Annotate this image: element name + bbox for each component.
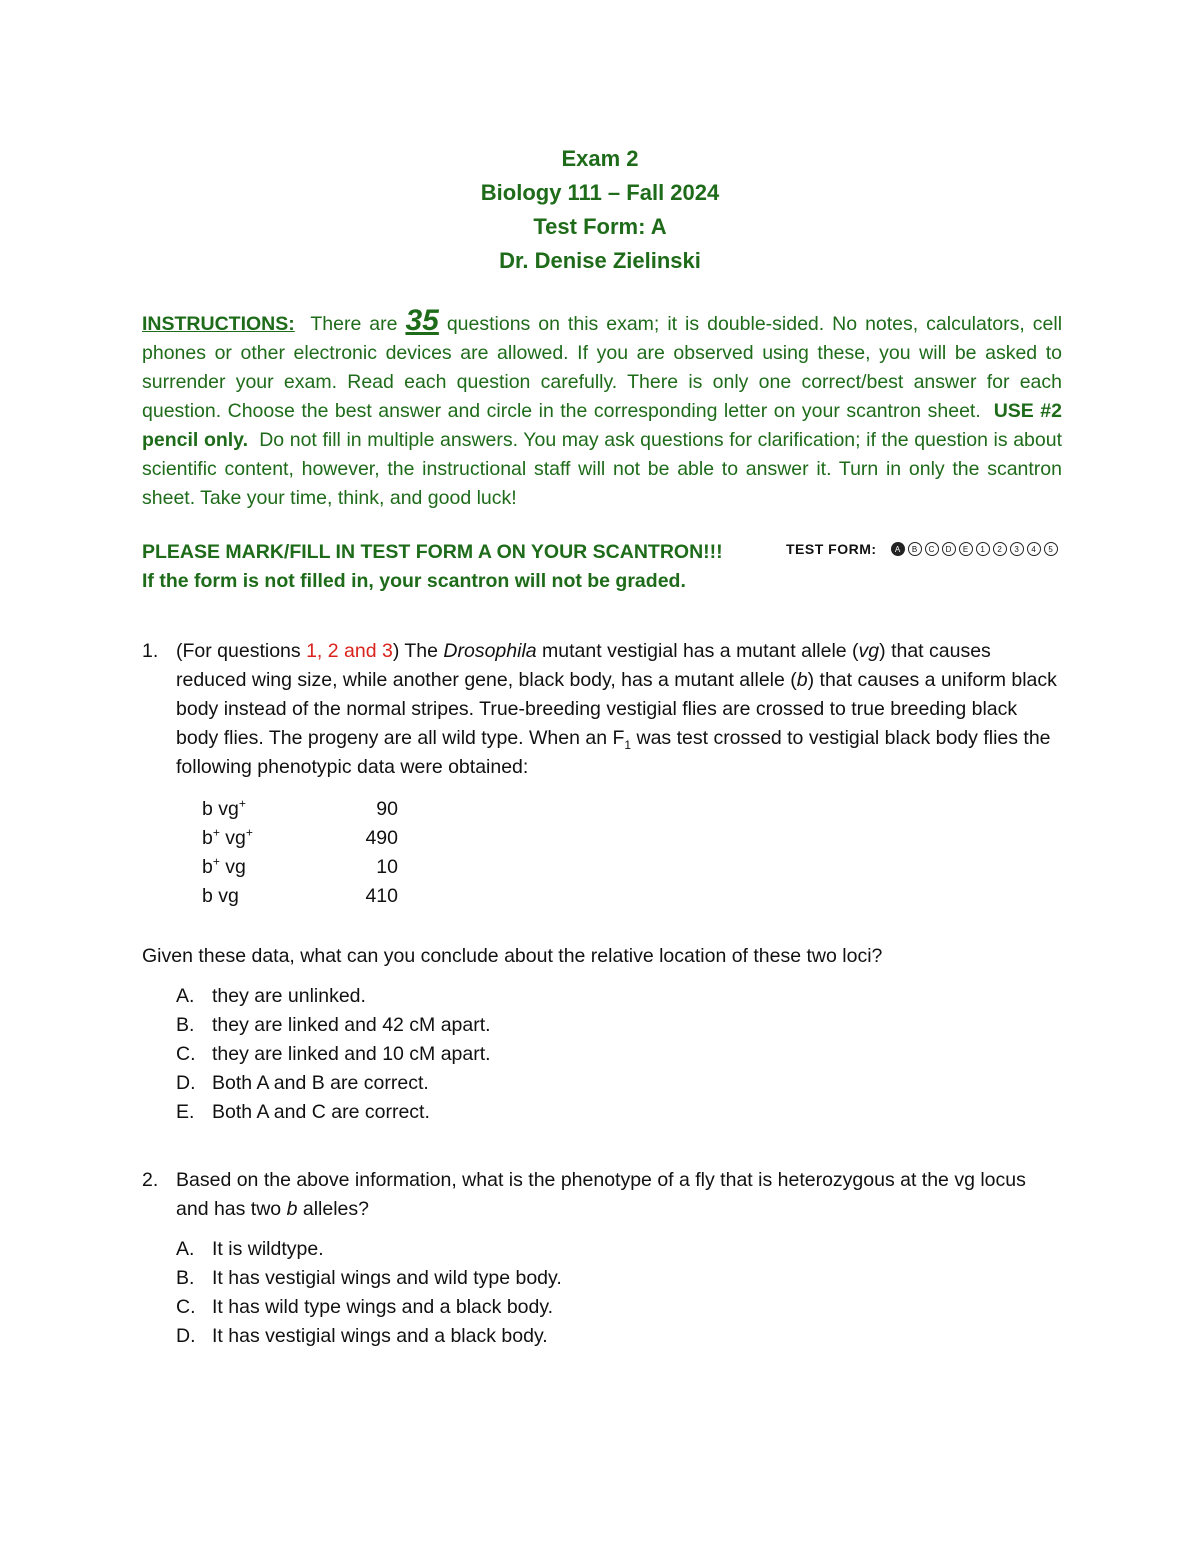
answer-option bbox=[176, 1098, 491, 1127]
test-form-title: Test Form: A bbox=[533, 214, 667, 239]
organism-name: Drosophila bbox=[443, 640, 537, 662]
instructions-label: INSTRUCTIONS: bbox=[142, 313, 295, 335]
table-row bbox=[202, 882, 398, 911]
answer-option bbox=[176, 1322, 562, 1351]
genotype: b vg bbox=[202, 885, 239, 907]
bubble-5: 5 bbox=[1044, 542, 1058, 556]
option-letter: B. bbox=[176, 1014, 195, 1036]
q1-intro-open: (For questions bbox=[176, 640, 301, 662]
option-letter: A. bbox=[176, 985, 195, 1007]
option-letter: D. bbox=[176, 1072, 196, 1094]
question-text bbox=[176, 1166, 1062, 1224]
test-form-label: TEST FORM: bbox=[786, 541, 877, 557]
question-1 bbox=[142, 637, 1062, 782]
option-text: Both A and B are correct. bbox=[212, 1072, 429, 1094]
scantron-notice bbox=[142, 538, 782, 596]
instructor-name: Dr. Denise Zielinski bbox=[499, 248, 701, 273]
exam-title: Exam 2 bbox=[561, 146, 639, 171]
q1-options bbox=[176, 982, 491, 1127]
option-text: they are unlinked. bbox=[212, 985, 366, 1007]
genotype: b vg+ bbox=[202, 796, 246, 820]
question-text bbox=[176, 637, 1062, 782]
question-number: 2. bbox=[142, 1169, 159, 1191]
table-row bbox=[202, 795, 398, 824]
notice-line-2: If the form is not filled in, your scantron will not be graded. bbox=[142, 570, 686, 592]
answer-option bbox=[176, 1293, 562, 1322]
f1-subscript: 1 bbox=[624, 737, 632, 752]
instructions-text-2: Do not fill in multiple answers. You may ask questions for clarification; if the question is about scientific content, however, the instructional staff will not be able to answer it. Turn in only the scantron sheet. Take your time, think, and good luck! bbox=[142, 429, 1063, 509]
progeny-count: 490 bbox=[365, 827, 398, 849]
option-letter: C. bbox=[176, 1296, 196, 1318]
genotype: b+ vg bbox=[202, 854, 246, 878]
option-text: It is wildtype. bbox=[212, 1238, 324, 1260]
option-letter: A. bbox=[176, 1238, 195, 1260]
bubble-3: 3 bbox=[1010, 542, 1024, 556]
option-text: It has vestigial wings and wild type body. bbox=[212, 1267, 562, 1289]
answer-option bbox=[176, 1011, 491, 1040]
genotype: b+ vg+ bbox=[202, 825, 253, 849]
q1-text-1: mutant vestigial has a mutant allele ( bbox=[542, 640, 859, 662]
progeny-count: 90 bbox=[376, 798, 398, 820]
option-text: It has wild type wings and a black body. bbox=[212, 1296, 554, 1318]
q2-options bbox=[176, 1235, 562, 1351]
bubble-2: 2 bbox=[993, 542, 1007, 556]
allele-b: b bbox=[286, 1198, 298, 1220]
progeny-count: 10 bbox=[376, 856, 398, 878]
pencil-instruction: USE #2 pencil only. bbox=[142, 400, 1062, 451]
bubble-e: E bbox=[959, 542, 973, 556]
answer-option bbox=[176, 1235, 562, 1264]
course-title: Biology 111 – Fall 2024 bbox=[480, 180, 720, 205]
option-letter: D. bbox=[176, 1325, 196, 1347]
q1-intro-close: ) The bbox=[392, 640, 438, 662]
bubble-d: D bbox=[942, 542, 956, 556]
option-text: they are linked and 10 cM apart. bbox=[212, 1043, 491, 1065]
option-text: Both A and C are correct. bbox=[212, 1101, 430, 1123]
q2-text-2: alleles? bbox=[302, 1198, 369, 1220]
question-stem: Given these data, what can you conclude about the relative location of these two loci? bbox=[142, 945, 883, 967]
table-row bbox=[202, 853, 398, 882]
q1-text-2: ) that causes reduced wing size, while another gene, black body, has a mutant allele ( bbox=[176, 640, 991, 691]
bubble-4: 4 bbox=[1027, 542, 1041, 556]
option-letter: E. bbox=[176, 1101, 195, 1123]
question-range: 1, 2 and 3 bbox=[306, 640, 393, 662]
option-text: they are linked and 42 cM apart. bbox=[212, 1014, 491, 1036]
answer-option bbox=[176, 1069, 491, 1098]
answer-option bbox=[176, 982, 491, 1011]
instructions-text-1: questions on this exam; it is double-sided. No notes, calculators, cell phones or other electronic devices are allowed. If you are observed using these, you will be asked to surrender your exam. Read each question carefully. There is only one correct/best answer for each question. Choose the best answer and circle in the corresponding letter on your scantron sheet. bbox=[142, 313, 1063, 422]
question-count: 35 bbox=[405, 304, 439, 337]
answer-option bbox=[176, 1264, 562, 1293]
allele-vg: vg bbox=[858, 640, 880, 662]
notice-line-1: PLEASE MARK/FILL IN TEST FORM A ON YOUR SCANTRON!!! bbox=[142, 541, 723, 563]
test-form-bubbles bbox=[786, 541, 1061, 557]
bubble-a: A bbox=[891, 542, 905, 556]
phenotype-data-table bbox=[202, 795, 398, 911]
bubble-c: C bbox=[925, 542, 939, 556]
answer-option bbox=[176, 1040, 491, 1069]
q2-text-1: Based on the above information, what is the phenotype of a fly that is heterozygous at the vg locus and has two bbox=[176, 1169, 1026, 1220]
exam-header bbox=[0, 142, 1200, 278]
bubble-1: 1 bbox=[976, 542, 990, 556]
question-number: 1. bbox=[142, 640, 159, 662]
option-letter: B. bbox=[176, 1267, 195, 1289]
option-letter: C. bbox=[176, 1043, 196, 1065]
bubble-b: B bbox=[908, 542, 922, 556]
q1-text-4: was test crossed to vestigial black body flies the following phenotypic data were obtained: bbox=[176, 727, 1051, 778]
table-row bbox=[202, 824, 398, 853]
instructions-paragraph bbox=[142, 304, 1063, 513]
option-text: It has vestigial wings and a black body. bbox=[212, 1325, 548, 1347]
question-2 bbox=[142, 1166, 1062, 1224]
q1-text-3: ) that causes a uniform black body instead of the normal stripes. True-breeding vestigial flies are crossed to true breeding black body flies. The progeny are all wild type. When an F bbox=[176, 669, 1057, 749]
progeny-count: 410 bbox=[365, 885, 398, 907]
instructions-pre-count: There are bbox=[310, 313, 398, 335]
allele-b: b bbox=[796, 669, 808, 691]
